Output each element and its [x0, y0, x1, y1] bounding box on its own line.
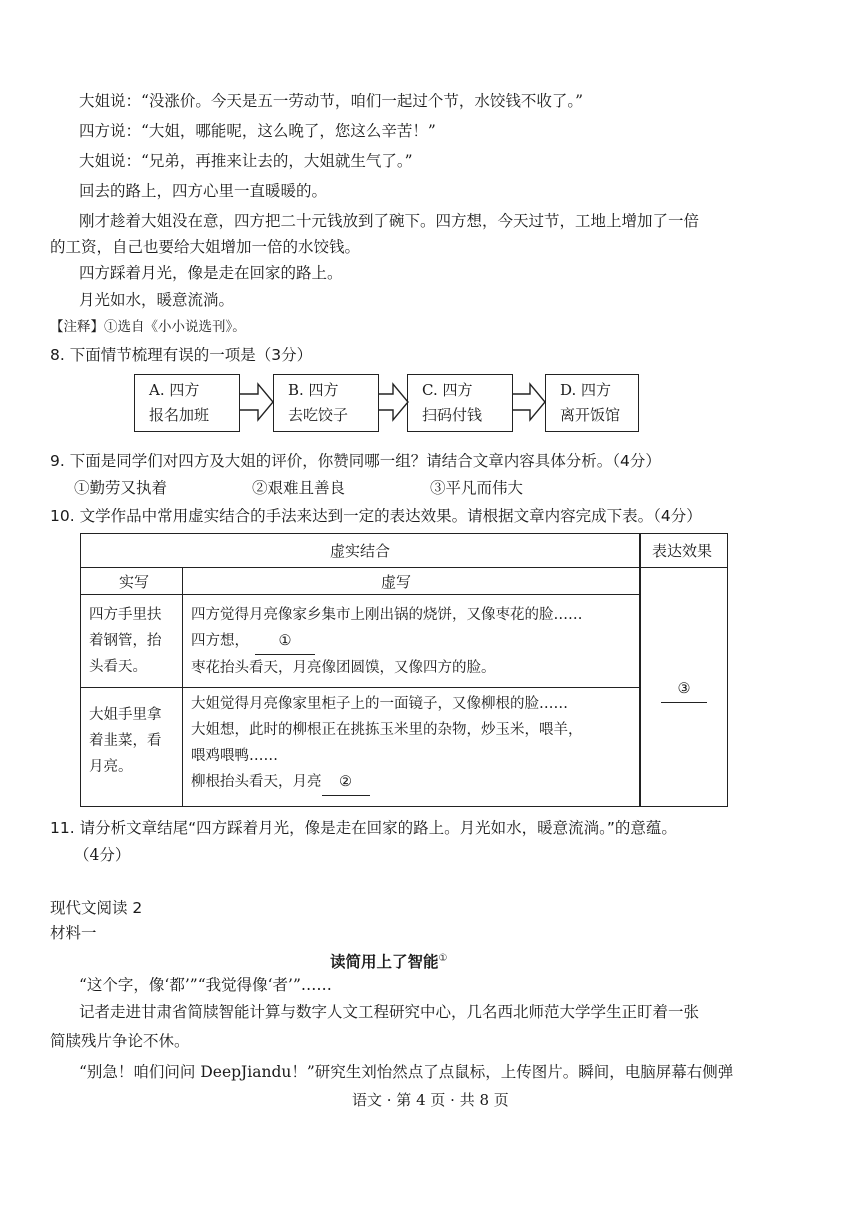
- table-divider: [81, 594, 639, 595]
- flow-box-label: 扫码付钱: [422, 406, 483, 424]
- header-effect: 表达效果: [652, 542, 713, 560]
- material-label: 材料一: [50, 924, 97, 942]
- story-line: 大姐说：“没涨价。今天是五一劳动节，咱们一起过个节，水饺钱不收了。”: [79, 92, 584, 110]
- header-virtual: 虚写: [381, 573, 412, 591]
- story-line: 刚才趁着大姐没在意，四方把二十元钱放到了碗下。四方想，今天过节，工地上增加了一倍: [79, 212, 700, 230]
- article-line: “别急！咱们问问 DeepJiandu！”研究生刘怡然点了点鼠标，上传图片。瞬间，电脑屏幕右侧弹: [79, 1063, 734, 1081]
- flow-box-label: B. 四方: [288, 381, 339, 399]
- real-line: 月亮。: [89, 759, 133, 775]
- row1-virtual: [191, 602, 583, 681]
- virtual-line: 枣花抬头看天，月亮像团圆馍，又像四方的脸。: [191, 660, 496, 676]
- page-footer: 语文 · 第 4 页 · 共 8 页: [352, 1091, 509, 1109]
- story-line: 四方说：“大姐，哪能呢，这么晚了，您这么辛苦！”: [79, 122, 436, 140]
- header-real: 实写: [119, 573, 150, 591]
- table-divider: [639, 567, 727, 568]
- row2-real: [89, 702, 162, 780]
- option-1: ①勤劳又执着: [74, 479, 168, 497]
- article-line: 记者走进甘肃省简牍智能计算与数字人文工程研究中心，几名西北师范大学学生正盯着一张: [79, 1003, 700, 1021]
- option-2: ②艰难且善良: [252, 479, 346, 497]
- real-line: 着韭菜，看: [89, 733, 162, 749]
- option-3: ③平凡而伟大: [430, 479, 524, 497]
- flow-box-b: [273, 374, 379, 432]
- flow-box-a: [134, 374, 240, 432]
- flow-arrow-icon: [379, 380, 409, 424]
- question-11: 11. 请分析文章结尾“四方踩着月光，像是走在回家的路上。月光如水，暖意流淌。”的意蕴。: [50, 819, 677, 837]
- table-divider: [639, 534, 641, 806]
- article-line: “这个字，像‘都’”“我觉得像‘者’”……: [79, 976, 332, 994]
- article-title: [330, 948, 447, 973]
- real-line: 大姐手里拿: [89, 707, 162, 723]
- story-line: 大姐说：“兄弟，再推来让去的，大姐就生气了。”: [79, 152, 413, 170]
- question-10: 10. 文学作品中常用虚实结合的手法来达到一定的表达效果。请根据文章内容完成下表。（4分）: [50, 507, 702, 525]
- flow-box-label: D. 四方: [560, 381, 612, 399]
- virtual-line-with-blank: [191, 628, 583, 655]
- story-line: 四方踩着月光，像是走在回家的路上。: [79, 264, 343, 282]
- flow-box-label: C. 四方: [422, 381, 473, 399]
- real-line: 着钢管，抬: [89, 633, 162, 649]
- answer-blank-1[interactable]: ①: [255, 628, 315, 655]
- table-divider: [81, 687, 639, 688]
- flow-box-label: A. 四方: [149, 381, 200, 399]
- table-divider: [81, 567, 639, 568]
- article-line: 简牍残片争论不休。: [50, 1032, 190, 1050]
- row1-real: [89, 602, 162, 680]
- flow-box-label: 去吃饺子: [288, 406, 349, 424]
- story-line: 的工资，自己也要给大姐增加一倍的水饺钱。: [50, 238, 361, 256]
- virtual-line-with-blank: [191, 769, 583, 796]
- flow-arrow-icon: [513, 380, 546, 424]
- virtual-text: 四方想，: [191, 633, 249, 649]
- flow-box-d: [545, 374, 639, 432]
- flow-box-label: 报名加班: [149, 406, 210, 424]
- real-line: 头看天。: [89, 659, 147, 675]
- row2-virtual: [191, 691, 583, 796]
- virtual-text: 柳根抬头看天，月亮: [191, 774, 322, 790]
- flow-box-c: [407, 374, 513, 432]
- virtual-line: 大姐觉得月亮像家里柜子上的一面镜子，又像柳根的脸……: [191, 696, 568, 712]
- story-line: 回去的路上，四方心里一直暖暖的。: [79, 182, 328, 200]
- question-9: 9. 下面是同学们对四方及大姐的评价，你赞同哪一组？请结合文章内容具体分析。（4分）: [50, 452, 661, 470]
- article-title-text: 读简用上了智能: [330, 953, 439, 972]
- real-line: 四方手里扶: [89, 607, 162, 623]
- question-11-score: （4分）: [74, 846, 131, 864]
- flow-arrow-icon: [240, 380, 274, 424]
- header-main: 虚实结合: [330, 542, 391, 560]
- footnote: 【注释】①选自《小小说选刊》。: [50, 319, 246, 335]
- section-heading: 现代文阅读 2: [50, 899, 143, 917]
- story-line: 月光如水，暖意流淌。: [79, 291, 235, 309]
- question-8: 8. 下面情节梳理有误的一项是（3分）: [50, 346, 313, 364]
- virtual-real-table: [80, 533, 728, 807]
- effect-cell: [661, 676, 707, 703]
- answer-blank-2[interactable]: ②: [322, 769, 370, 796]
- virtual-line: 四方觉得月亮像家乡集市上刚出锅的烧饼，又像枣花的脸……: [191, 607, 583, 623]
- title-footnote-mark: ①: [438, 953, 448, 964]
- answer-blank-3[interactable]: ③: [661, 676, 707, 703]
- virtual-line: 大姐想，此时的柳根正在挑拣玉米里的杂物，炒玉米，喂羊，: [191, 722, 583, 738]
- flow-box-label: 离开饭馆: [560, 406, 621, 424]
- virtual-line: 喂鸡喂鸭……: [191, 748, 278, 764]
